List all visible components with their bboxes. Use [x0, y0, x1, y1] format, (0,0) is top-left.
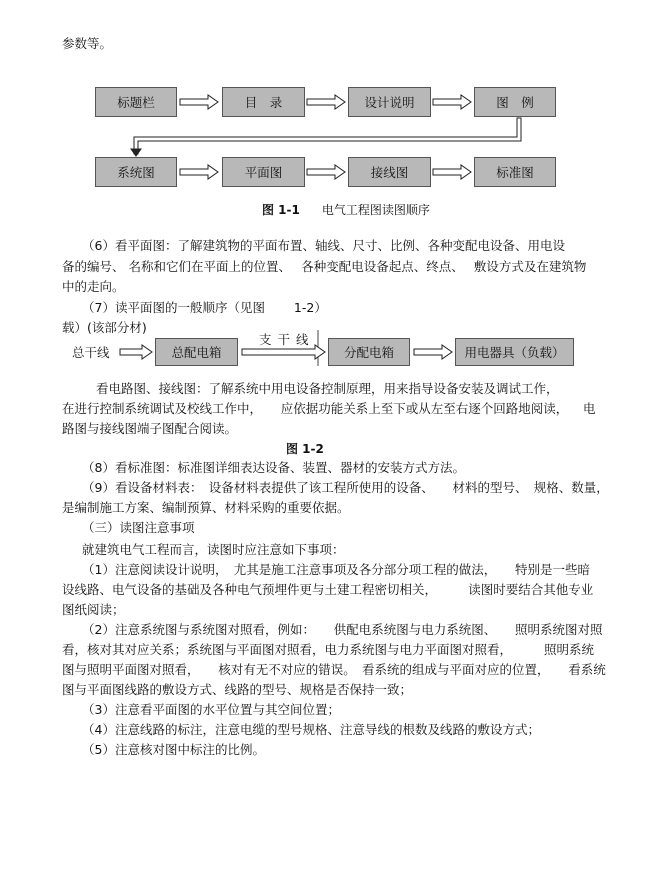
- box-design-notes: 设计说明: [348, 87, 431, 117]
- box-load: 用电器具（负载）: [455, 338, 574, 366]
- box-plan: 平面图: [222, 157, 305, 187]
- note-1-line-2: 设线路、电气设备的基础及各种电气预埋件更与土建工程密切相关， 读图时要结合其他专业: [62, 582, 594, 597]
- label-branch-line: 支 干 线: [259, 332, 310, 347]
- note-2-line-1: （2）注意系统图与系统图对照看，例如： 供配电系统图与电力系统图、 照明系统图对照: [82, 622, 603, 637]
- section-3-heading: （三）读图注意事项: [82, 520, 195, 535]
- circuit-line-1: 看电路图、接线图：了解系统中用电设备控制原理，用来指导设备安装及调试工作，: [96, 381, 559, 396]
- note-2-line-2: 看，核对其对应关系；系统图与平面图对照看，电力系统图与电力平面图对照看，: [62, 642, 513, 657]
- box-sub-distribution: 分配电箱: [328, 338, 410, 366]
- arrow-icon: [242, 345, 325, 359]
- para-9-line-1: （9）看设备材料表： 设备材料表提供了该工程所使用的设备、 材料的型号、 规格、数量，: [82, 480, 609, 495]
- note-2-line-3: 图与照明平面图对照看， 核对有无不对应的错误。 看系统的组成与平面对应的位置， 看系统: [62, 662, 606, 677]
- note-1-line-3: 图纸阅读；: [62, 602, 125, 617]
- label-main-trunk: 总干线: [72, 345, 110, 360]
- note-4: （4）注意线路的标注，注意电缆的型号规格、注意导线的根数及线路的敷设方式；: [82, 722, 540, 737]
- box-contents: 目 录: [222, 87, 305, 117]
- section-3-intro: 就建筑电气工程而言，读图时应注意如下事项：: [82, 542, 345, 557]
- note-5: （5）注意核对图中标注的比例。: [82, 742, 265, 757]
- arrow-icon: [414, 345, 452, 359]
- caption-text: 电气工程图读图顺序: [321, 203, 430, 217]
- circuit-line-2-end: 电: [583, 401, 596, 416]
- para-7-line-2: 载）(该部分材): [62, 320, 147, 335]
- box-wiring: 接线图: [348, 157, 431, 187]
- para-6-line-3: 中的走向。: [62, 279, 125, 294]
- para-6-line-1: （6）看平面图：了解建筑物的平面布置、轴线、尺寸、比例、各种变配电设备、用电设: [82, 238, 565, 253]
- para-6-line-2: 备的编号、 名称和它们在平面上的位置、 各种变配电设备起点、终点、 敷设方式及在建筑物: [62, 259, 587, 274]
- circuit-line-2: 在进行控制系统调试及校线工作中， 应依据功能关系上至下或从左至右逐个回路地阅读，: [62, 401, 569, 416]
- para-9-line-2: 是编制施工方案、编制预算、材料采购的重要依据。: [62, 500, 350, 515]
- box-title-bar: 标题栏: [95, 87, 177, 117]
- note-2-line-2-end: 照明系统: [544, 642, 595, 657]
- box-legend: 图 例: [474, 87, 556, 117]
- top-text: 参数等。: [62, 36, 113, 51]
- note-2-line-4: 图与平面图线路的敷设方式、线路的型号、规格是否保持一致；: [62, 682, 413, 697]
- note-1-line-1: （1）注意阅读设计说明， 尤其是施工注意事项及各分部分项工程的做法， 特别是一些暗: [82, 562, 590, 577]
- para-7-line-1: （7）读平面图的一般顺序（见图 1-2）: [82, 300, 327, 315]
- figure-2-caption: 图 1-2: [286, 442, 324, 456]
- arrow-icon: [120, 345, 152, 359]
- box-system-diagram: 系统图: [95, 157, 177, 187]
- para-8: （8）看标准图：标准图详细表达设备、装置、器材的安装方式方法。: [82, 460, 465, 475]
- circuit-line-3: 路图与接线图端子图配合阅读。: [62, 421, 238, 436]
- box-main-distribution: 总配电箱: [155, 338, 238, 366]
- note-3: （3）注意看平面图的水平位置与其空间位置；: [82, 702, 340, 717]
- box-standard: 标准图: [474, 157, 556, 187]
- caption-number: 图 1-1: [262, 203, 300, 217]
